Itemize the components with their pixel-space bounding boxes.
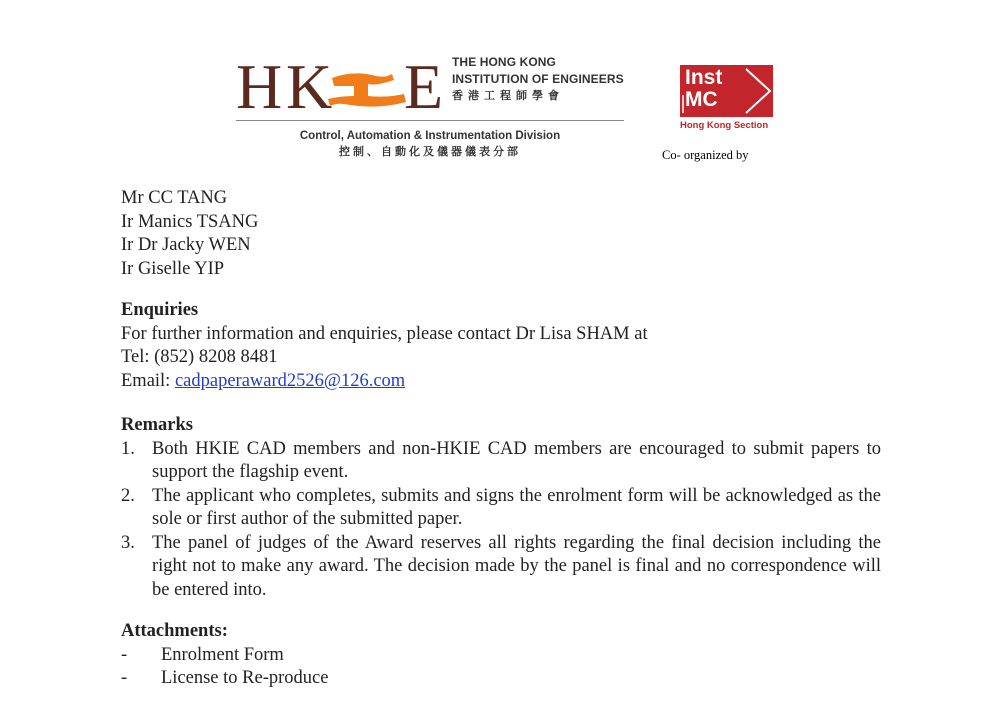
- attachments-heading: Attachments:: [121, 621, 228, 641]
- remarks-section: [121, 414, 881, 602]
- instmc-line2: MC: [685, 88, 718, 111]
- enquiries-heading: Enquiries: [121, 300, 199, 320]
- remark-text: The applicant who completes, submits and signs the enrolment form will be acknowledged as the sole or first author of the submitted paper.: [152, 485, 881, 529]
- enquiries-tel: Tel: (852) 8208 8481: [121, 347, 278, 367]
- attachments-section: [121, 620, 328, 691]
- remark-number: 2.: [121, 485, 135, 506]
- enquiries-text: For further information and enquiries, please contact Dr Lisa SHAM at: [121, 323, 648, 344]
- instmc-line1: Inst: [685, 66, 723, 89]
- enquiries-email-row: [121, 370, 648, 394]
- hkie-name-line2: INSTITUTION OF ENGINEERS: [452, 72, 624, 86]
- remark-number: 3.: [121, 532, 135, 553]
- svg-text:H: H: [236, 56, 283, 114]
- email-label: Email:: [121, 370, 175, 391]
- co-organized-label: Co- organized by: [662, 148, 749, 162]
- division-name-chinese: 控制、自動化及儀器儀表分部: [339, 146, 521, 158]
- instmc-logo: [680, 65, 773, 133]
- attachment-item: [121, 667, 328, 691]
- name-line: Mr CC TANG: [121, 188, 228, 208]
- attachment-dash: -: [121, 668, 128, 688]
- name-line: Ir Manics TSANG: [121, 211, 259, 232]
- enquiries-section: [121, 299, 648, 393]
- names-list: [121, 187, 258, 281]
- hkie-name-line1: THE HONG KONG: [452, 55, 556, 69]
- logo-divider: [236, 120, 624, 121]
- hkie-logo-mark: [236, 56, 444, 114]
- remark-item: [121, 485, 881, 532]
- remarks-heading: Remarks: [121, 415, 193, 435]
- hkie-name-chinese: 香港工程師學會: [452, 90, 564, 102]
- remark-item: [121, 532, 881, 603]
- remark-number: 1.: [121, 438, 135, 459]
- instmc-subtitle: Hong Kong Section: [680, 120, 769, 131]
- svg-text:E: E: [404, 56, 444, 114]
- remarks-list: [121, 438, 881, 603]
- remark-text: Both HKIE CAD members and non-HKIE CAD members are encouraged to submit papers to support the flagship event.: [152, 438, 881, 482]
- division-name-english: Control, Automation & Instrumentation Division: [299, 130, 561, 142]
- hkie-logo: [236, 52, 626, 164]
- attachment-item: [121, 644, 328, 668]
- name-line: Ir Giselle YIP: [121, 258, 225, 279]
- attachment-label: Enrolment Form: [161, 644, 284, 665]
- attachment-label: License to Re-produce: [161, 668, 329, 688]
- email-link[interactable]: cadpaperaward2526@126.com: [174, 370, 406, 391]
- instmc-logo-box: [680, 65, 773, 117]
- remark-text: The panel of judges of the Award reserves all rights regarding the final decision including the right not to make any award. The decision made by the panel is final and no correspondence will be entered into.: [152, 532, 881, 600]
- instmc-logo-text: [685, 67, 722, 111]
- attachment-dash: -: [121, 644, 128, 665]
- division-name: [236, 128, 624, 160]
- name-line: Ir Dr Jacky WEN: [121, 235, 251, 255]
- svg-text:K: K: [286, 56, 333, 114]
- remark-item: [121, 438, 881, 485]
- hkie-name: [452, 54, 624, 105]
